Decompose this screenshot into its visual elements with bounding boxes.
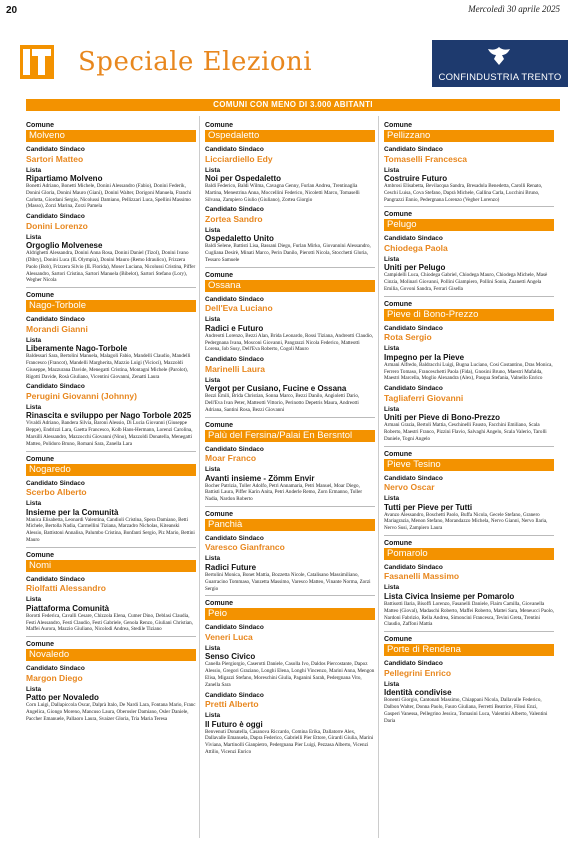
candidate-label: Candidato Sindaco (26, 479, 85, 487)
section-title: Speciale Elezioni (78, 47, 313, 77)
candidate-name: Margon Diego (26, 672, 83, 683)
candidate-label: Candidato Sindaco (205, 691, 264, 699)
list-label: Lista (26, 336, 42, 344)
list-label: Lista (26, 685, 42, 693)
list-block (384, 495, 554, 532)
list-label: Lista (205, 226, 221, 234)
candidate-label: Candidato Sindaco (384, 660, 443, 668)
list-label: Lista (205, 644, 221, 652)
list-name: Ospedaletto Unito (205, 234, 274, 244)
comune-block (26, 122, 196, 284)
list-name: Vergot per Cusiano, Fucine e Ossana (205, 384, 347, 394)
divider-line (205, 267, 375, 268)
comune-label: Comune (205, 510, 233, 518)
divider-line (205, 506, 375, 507)
list-name: Piattaforma Comunità (26, 603, 110, 613)
candidate-name: Fasanelli Massimo (384, 571, 460, 582)
page-date: Mercoledì 30 aprile 2025 (468, 4, 560, 14)
candidate-name: Scerbo Alberto (26, 487, 87, 498)
comune-block (205, 506, 375, 592)
column-1 (26, 118, 196, 726)
list-label: Lista (205, 555, 221, 563)
list-members: Bonenti Giorgio, Cantonati Massimo, Chiappani Nicola, Dallavalle Federico, Dalbon Walter, Donna Paolo, Fauro Giuliana, Ferretti Beatrice, Filosi Enzi, Gasperi Vanessa, Pellegrino Jessica, Tomasini Luca, Valentini Alberto, Valentini Daria (384, 697, 548, 724)
list-members: Bezzi Emili, Brida Christian, Sonna Marco, Bezzi Danilo, Angioletti Dario, Dell'Eva Ivan Peter, Matteotti Vittorio, Perinotto Depetris Maura, Andreotti Adriana, Santini Rosa, Bezzi Giovanni (205, 393, 360, 413)
comune-block (205, 122, 375, 264)
comune-label: Comune (384, 636, 412, 644)
column-divider (378, 116, 379, 838)
list-block (26, 167, 196, 211)
candidate-label: Candidato Sindaco (384, 146, 443, 153)
list-members: Baldi Federico, Baldi Wilma, Cavagna Genny, Furlan Andrea, Trentinaglia Martina, Menestrina Anna, Moccellini Federico, Nicoletti Marco, Tomaselli Silvana, Zampiero Giulio (Giuliano), Zortea Giorgio (205, 183, 360, 203)
comune-name: Ossana (205, 280, 375, 292)
comune-name: Pomarolo (384, 548, 554, 560)
list-name: Noi per Ospedaletto (205, 174, 282, 183)
candidate-name: Morandi Gianni (26, 323, 88, 334)
comune-name: Molveno (26, 130, 196, 142)
list-label: Lista (26, 166, 42, 174)
column-2 (205, 118, 375, 759)
list-members: Ambrosi Elisabetta, Bevilacqua Sandra, Bresadola Benedetta, Carolli Renato, Ceschi Luisa, Cova Stefano, Daprà Michele, Gallina Carla, Lucchini Bruno, Pangrazzi Ennio, Pedergnana Lorenzo (Vegher Lorenzo) (384, 183, 543, 203)
list-members: Manica Elisabetta, Leonardi Valentina, Candioli Cristina, Spera Damiano, Betti Michele, Bertolla Nadia, Carmellini Tiziana, Marzadro Nicholas, Kiteanski Alessio, Battistoni Annalisa, Palumbo Cristina, Bonfanti Sergio, Piz Mario, Bettini Mauro (26, 516, 195, 543)
candidate-name: Riolfatti Alessandro (26, 583, 106, 594)
list-block (205, 316, 375, 353)
list-name: Uniti per Pelugo (384, 263, 446, 273)
candidate-name: Moar Franco (205, 453, 257, 464)
list-name: Tutti per Pieve per Tutti (384, 502, 473, 512)
column-divider (199, 116, 200, 838)
candidate-name: Sartori Matteo (26, 153, 84, 164)
list-label: Lista (205, 166, 221, 174)
list-block (205, 645, 375, 689)
page-number: 20 (6, 5, 18, 16)
list-members: Aldrighetti Alessandra, Donini Anna Rosa, Donini Daniel (Tizol), Donini Ivano (Dibry), Donini Luca (IL Olympia), Donini Mauro (Remo Idraulico), Frizzera Paolo (Bob), Frizzera Silvio (IL Florida), Moser Luciana, Nicolussi Cristina, Piffer Alessandro, Sartori Cristina, Sartori Manuela (Bibelot), Sartori Stefano (Lory), Wegher Nicola (26, 250, 196, 284)
list-members: Andreotti Lorenzo, Bezzi Alan, Brida Leonardo, Rossi Tiziana, Andreotti Claudio, Pedergnana Ivana, Mosconi Giovanni, Pangrazzi Nicola Federico, Matteotti Lorena, Iob Susy, Dell'Eva Roberto, Cogoli Mauro (205, 332, 374, 353)
comune-label: Comune (205, 122, 233, 129)
candidate-name: Chiodega Paola (384, 242, 448, 253)
comune-name: Pieve Tesino (384, 459, 554, 471)
list-members: Campidelli Luca, Chiodega Gabriel, Chiodega Mauro, Chiodega Michele, Masè Cinzia, Molinari Giovanni, Pollini Giampiero, Pollini Sonia, Zuanetti Angela Emilia, Govoni Sandra, Ferrari Gisella (384, 272, 548, 292)
list-members: Baldi Selene, Battisti Lisa, Bassani Diego, Furlan Mirko, Giovannini Alessandro, Cugliana Desirè, Minati Marco, Perin Danilo, Pierotti Nicola, Stocchetti Gloria, Tessaro Samuele (205, 243, 371, 263)
sponsor-name: CONFINDUSTRIA TRENTO (438, 72, 562, 83)
list-label: Lista (205, 466, 221, 474)
list-name: Radici e Futuro (205, 323, 264, 333)
candidate-name: Dell'Eva Luciano (205, 303, 273, 314)
list-label: Lista (384, 495, 400, 503)
candidate-label: Candidato Sindaco (26, 213, 85, 221)
candidate-name: Marinelli Laura (205, 363, 265, 374)
list-block (384, 584, 554, 628)
comune-block (26, 287, 196, 447)
candidate-label: Candidato Sindaco (384, 324, 443, 332)
comune-block (26, 547, 196, 633)
candidate-label: Candidato Sindaco (26, 383, 85, 391)
list-name: Avanti insieme - Zömm Envir (205, 473, 315, 483)
list-members: Avanzo Alessandro, Boschetti Paolo, Buffa Nicola, Gecele Stefano, Granero Mariagrazia, Menon Stefano, Morandazzo Michela, Nervo Gianni, Nervo Ilaria, Nervo Susi, Zampiero Laura (384, 511, 548, 532)
list-members: Armani Alfredo, Baldracchi Luigi, Bugna Luciano, Cosi Costantino, Dras Monica, Ferrero Tomaso, Franceschetti Paola (Fida), Gnosini Bruno, Maestri Mafalda, Maestri Marcella, Moglio Alexandra (Alex), Pasqua Stefania, Valnello Enrico (384, 361, 553, 382)
divider-line (384, 296, 554, 297)
comune-label: Comune (205, 421, 233, 429)
comune-name: Ospedaletto (205, 130, 375, 142)
comune-name: Porte di Rendena (384, 644, 554, 656)
list-name: Uniti per Pieve di Bono-Prezzo (384, 413, 501, 423)
comune-block (384, 206, 554, 292)
list-label: Lista (384, 680, 400, 688)
comune-block (205, 417, 375, 503)
list-block (384, 256, 554, 293)
list-members: Bocher Patrizia, Toller Adolfo, Petri Annamaria, Petri Manuel, Moar Diego, Battisti Laura, Piffer Karin Anita, Petri Anderle Remo, Zorn Ermanno, Toller Nadia, Nardon Roberto (205, 482, 363, 503)
comune-name: Nogaredo (26, 464, 196, 476)
comune-block (205, 595, 375, 755)
comune-block (26, 636, 196, 722)
list-block (205, 227, 375, 264)
list-label: Lista (205, 376, 221, 384)
comune-name: Nomi (26, 560, 196, 572)
divider-line (26, 636, 196, 637)
comune-block (205, 267, 375, 414)
comune-label: Comune (26, 455, 54, 463)
candidate-label: Candidato Sindaco (26, 575, 85, 583)
list-name: Lista Civica Insieme per Pomarolo (384, 591, 515, 601)
list-block (384, 406, 554, 443)
list-label: Lista (26, 500, 42, 508)
comune-block (384, 122, 554, 203)
list-block (205, 167, 375, 204)
candidate-label: Candidato Sindaco (205, 445, 264, 453)
candidate-label: Candidato Sindaco (205, 356, 264, 364)
list-name: Orgoglio Molvenese (26, 241, 103, 251)
candidate-name: Pellegrini Enrico (384, 667, 452, 678)
list-name: Impegno per la Pieve (384, 352, 465, 362)
candidate-label: Candidato Sindaco (205, 146, 264, 153)
comune-label: Comune (26, 292, 54, 300)
list-label: Lista (26, 596, 42, 604)
comune-block (384, 631, 554, 724)
section-banner: COMUNI CON MENO DI 3.000 ABITANTI (26, 99, 560, 111)
list-block (26, 686, 196, 723)
comune-label: Comune (384, 122, 412, 129)
list-members: Bonetti Adriano, Bonetti Michele, Donini Alessandro (Fabio), Donini Federik, Donini Gloria, Donini Mauro (Gianì), Donini Walter, Dorigoni Manuela, Franchi Carlotta, Giordani Sergio, Nicolussi Damiano, Pellizzari Luca, Spellini Massimo (Masso), Zorzi Marina, Zorzi Pamela (26, 183, 192, 210)
comune-name: Palù del Fersina/Palai En Bersntol (205, 430, 375, 442)
candidate-name: Rota Sergio (384, 332, 432, 343)
list-members: Battisotti Ilaria, Bisoffi Lorenzo, Fasanelli Daniele, Flaim Camilla, Giovanella Matteo (Gioval), Madaschi Roberto, Maffei Roberto, Mattei Sara, Meneucci Paolo, Nardoni Fabrizio, Rella Andrea, Simoncini Francesca, Tevini Greta, Trentini Claudio, Zaffoni Mattia (384, 600, 554, 628)
comune-name: Pieve di Bono-Prezzo (384, 309, 554, 321)
comune-label: Comune (384, 300, 412, 308)
comune-label: Comune (384, 450, 412, 458)
list-label: Lista (384, 345, 400, 353)
candidate-label: Candidato Sindaco (205, 624, 264, 632)
list-members: Canella Piergiorgio, Caserotti Daniele, Casolla Ivo, Daldos Piercostante, Dapoz Alessio, Gregori Graziano, Longhi Elena, Longhi Vincenzo, Marini Anna, Mengon Elisa, Migazzi Stefano, Moreschini Giulia, Paganini Sarah, Pedergnana Vito, Zanella Sara (205, 661, 375, 688)
comune-block (384, 296, 554, 443)
candidate-label: Candidato Sindaco (384, 235, 443, 243)
list-name: Insieme per la Comunità (26, 507, 119, 517)
list-block (384, 345, 554, 382)
candidate-name: Perugini Giovanni (Johnny) (26, 390, 137, 401)
candidate-label: Candidato Sindaco (205, 295, 264, 303)
list-block (26, 500, 196, 544)
list-block (205, 555, 375, 592)
list-members: Benvenuti Donatella, Casanova Riccardo, Comina Erika, Dallatorre Alex, Dallavalle Emanuela, Dapra Federico, Gabrielli Pier Ettore, Girardi Giulia, Marini Viviana, Martinolli Gianpietro, Pedergnana Pier Luigi, Pezzasa Alberto, Vicenzi Attilio, Vicenzi Enrico (205, 728, 374, 755)
list-members: Bertolini Monica, Bonet Mattia, Bozzetta Nicole, Catalisano Massimiliano, Guarracino Tommaso, Vanzetta Massimo, Varesco Matteo, Vinante Norma, Zorzi Sergio (205, 571, 371, 592)
divider-line (384, 446, 554, 447)
masthead (6, 17, 566, 81)
list-name: Il Futuro è oggi (205, 719, 263, 729)
list-block (384, 681, 554, 725)
list-label: Lista (26, 233, 42, 241)
list-name: Costruire Futuro (384, 174, 448, 183)
comune-label: Comune (205, 600, 233, 608)
comune-label: Comune (26, 641, 54, 649)
eagle-emblem-icon (486, 45, 512, 67)
comune-name: Pellizzano (384, 130, 554, 142)
comune-block (384, 446, 554, 532)
list-label: Lista (384, 405, 400, 413)
list-name: Identità condivise (384, 688, 452, 698)
candidate-name: Pretti Alberto (205, 699, 259, 710)
list-name: Rinascita e sviluppo per Nago Torbole 2025 (26, 411, 192, 421)
list-members: Armani Grazia, Bertoli Mattia, Ceschinelli Fausto, Facchini Emiliano, Scala Roberto, Maestri Franco, Pizzini Flavio, Salvaghi Angelo, Scala Valerio, Tarolli Daniele, Togni Angelo (384, 422, 547, 442)
comune-name: Novaledo (26, 649, 196, 661)
comune-name: Panchià (205, 519, 375, 531)
list-name: Liberamente Nago-Torbole (26, 344, 128, 354)
candidate-name: Veneri Luca (205, 631, 253, 642)
divider-line (26, 547, 196, 548)
divider-line (384, 535, 554, 536)
comune-name: Peio (205, 608, 375, 620)
candidate-label: Candidato Sindaco (384, 563, 443, 571)
comune-name: Nago-Torbole (26, 300, 196, 312)
list-label: Lista (26, 403, 42, 411)
list-name: Patto per Novaledo (26, 693, 99, 703)
list-block (26, 596, 196, 633)
list-block (384, 167, 554, 204)
comune-block (26, 451, 196, 544)
list-label: Lista (205, 712, 221, 720)
candidate-name: Tomaselli Francesca (384, 153, 467, 164)
candidate-name: Donini Lorenzo (26, 220, 88, 231)
list-label: Lista (384, 166, 400, 174)
list-members: Borotti Federica, Cavalli Cesare, Chizzola Elena, Cumer Dino, Deblasi Claudia, Festi Alessandro, Festi Claudio, Festi Gabriele, Genola Renzo, Giuliani Christian, Maffei Aurora, Mazzio Giuliano, Nicolodi Andrea, Stedile Tiziano (26, 612, 193, 633)
comune-label: Comune (384, 539, 412, 547)
list-name: Senso Civico (205, 652, 256, 662)
candidate-label: Candidato Sindaco (384, 474, 443, 482)
divider-line (26, 451, 196, 452)
list-members: Baldessari Sara, Bertolini Manuela, Malagoli Fabio, Mandelli Claudio, Mandelli Francesco (Francot), Mandelli Margherita, Mazzio Luigi (Vicioci), Mazzoldi Giuseppe, Mazzurana Davide, Menegatti Cristina, Montagni Michele (Parolot), Rigotti Davide, Rosà Giuliano, Vicentini Giovanni, Zenatti Laura (26, 353, 191, 380)
comune-block (384, 535, 554, 628)
list-name: Radici Future (205, 562, 257, 572)
list-block (205, 712, 375, 756)
divider-line (384, 206, 554, 207)
sponsor-logo (432, 40, 568, 87)
divider-line (26, 287, 196, 288)
list-members: Vivaldi Adriano, Bandera Silvia, Baroni Alessio, Di Lucia Giovanni (Giuseppe Beppe), Endrizzi Lara, Gaetta Francesco, Kolb Hans-Hermann, Lorenzi Carolina, Marsilli Alessandro, Mazzocchi Giovanni (Nino), Mazzoldi Donatella, Menegatti Matteo, Polidoro Bruno, Romani Sara, Zanella Lara (26, 420, 193, 447)
comune-label: Comune (205, 271, 233, 279)
list-block (26, 404, 196, 448)
divider-line (384, 631, 554, 632)
column-3 (384, 118, 554, 727)
comune-name: Pelugo (384, 219, 554, 231)
comune-label: Comune (26, 551, 54, 559)
candidate-label: Candidato Sindaco (26, 316, 85, 324)
candidate-name: Nervo Oscar (384, 482, 435, 493)
candidate-label: Candidato Sindaco (205, 206, 264, 214)
list-label: Lista (205, 316, 221, 324)
candidate-name: Tagliaferri Giovanni (384, 392, 464, 403)
list-name: Ripartiamo Molveno (26, 174, 103, 183)
comune-label: Comune (384, 211, 412, 219)
list-members: Corn Luigi, Dallapiccola Oscar, Dalprà Italo, De Nardi Lara, Fontana Mario, Franc Angelica, Giongo Moreno, Mancuso Laura, Oberosler Damiano, Osler Daniele, Paccher Emanuele, Pallaoro Laura, Svaizer Gloria, Tria Maria Teresa (26, 702, 196, 722)
candidate-name: Zortea Sandro (205, 213, 263, 224)
candidate-label: Candidato Sindaco (384, 385, 443, 393)
list-block (205, 377, 375, 414)
list-label: Lista (384, 255, 400, 263)
list-block (205, 466, 375, 503)
divider-line (205, 595, 375, 596)
newspaper-logo-icon (20, 45, 54, 79)
candidate-label: Candidato Sindaco (26, 665, 85, 673)
list-block (26, 234, 196, 284)
list-label: Lista (384, 584, 400, 592)
candidate-label: Candidato Sindaco (26, 146, 85, 153)
list-block (26, 337, 196, 381)
candidate-label: Candidato Sindaco (205, 534, 264, 542)
divider-line (205, 417, 375, 418)
candidate-name: Varesco Gianfranco (205, 542, 285, 553)
candidate-name: Licciardiello Edy (205, 153, 273, 164)
comune-label: Comune (26, 122, 54, 129)
